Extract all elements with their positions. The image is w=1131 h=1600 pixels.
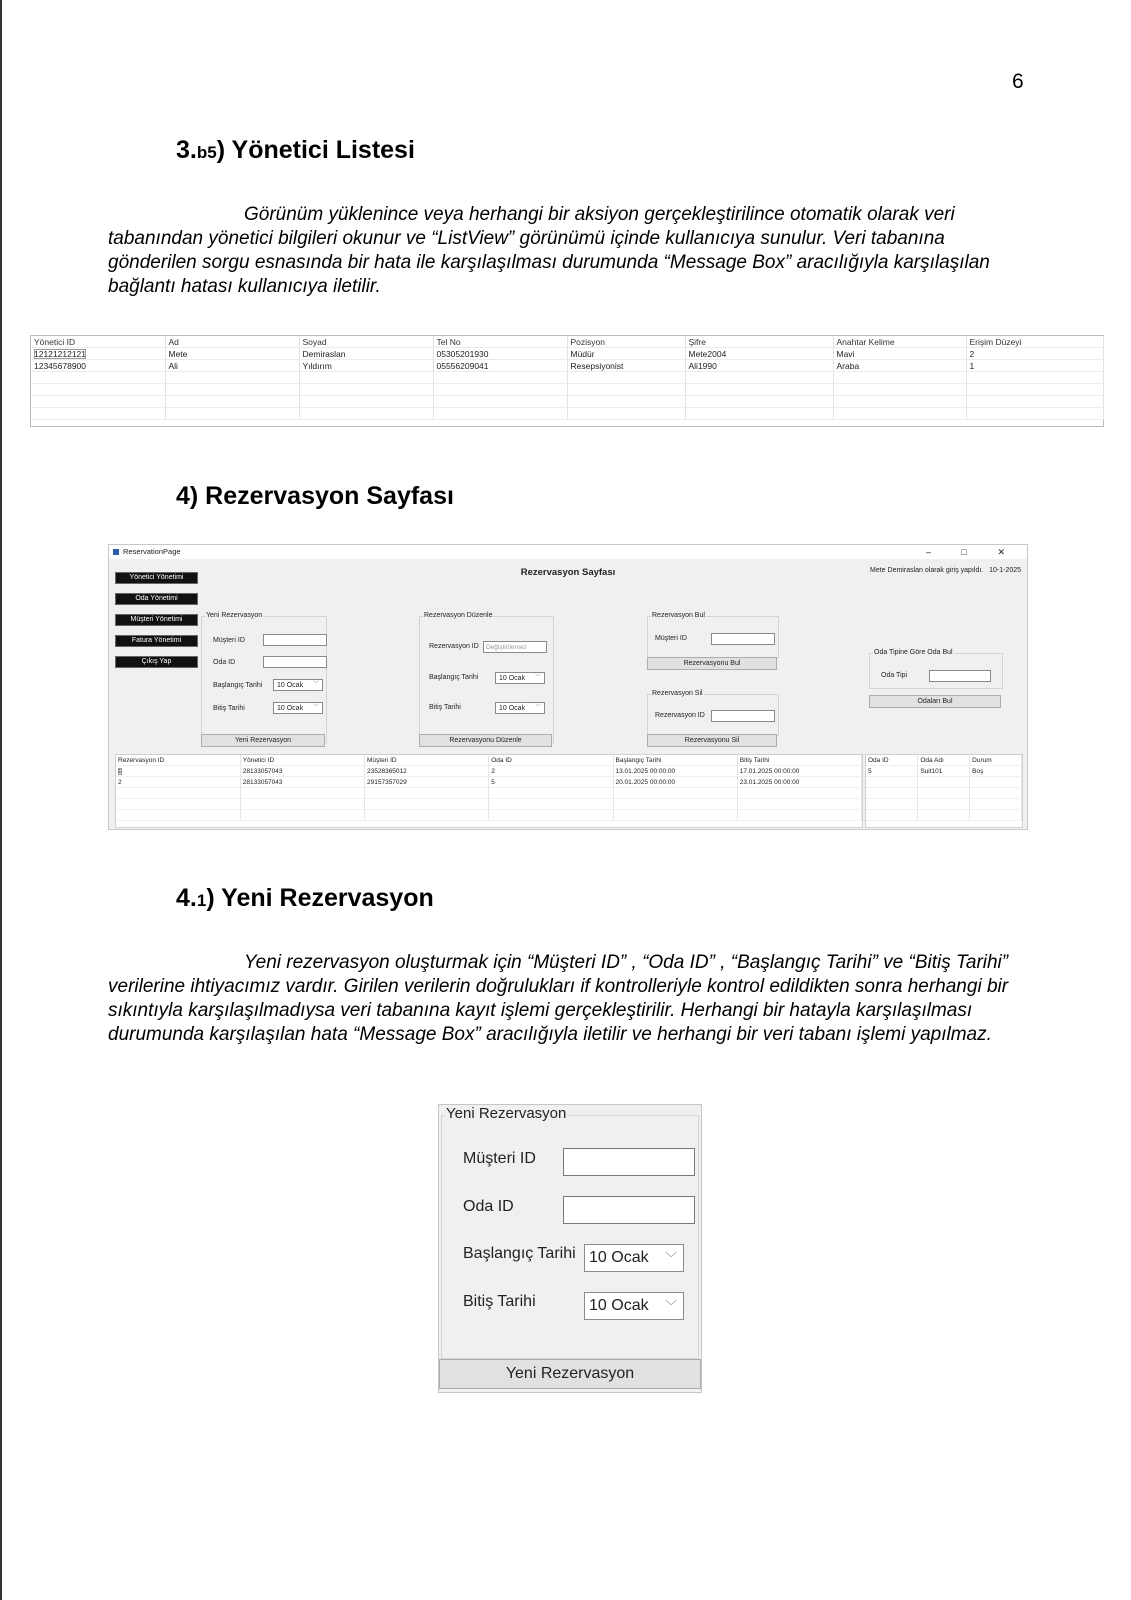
section-title-manager-list	[176, 136, 415, 165]
room-table-header	[866, 755, 1022, 766]
edit-start-date-label: Başlangıç Tarihi	[429, 674, 479, 681]
section-subnumber: 1	[196, 891, 207, 910]
start-date-picker[interactable]	[273, 679, 323, 691]
zoom-new-reservation-button[interactable]: Yeni Rezervasyon	[439, 1359, 701, 1389]
table-cell: 12121212121	[34, 348, 87, 359]
nav-room-button[interactable]: Oda Yönetimi	[115, 593, 198, 605]
group-title: Rezervasyon Bul	[652, 612, 705, 619]
reservation-id-input[interactable]: Değiştirilemez	[483, 641, 547, 653]
chevron-down-icon: ﹀	[534, 705, 541, 711]
table-row[interactable]	[31, 360, 1103, 372]
table-cell: 05556209041	[433, 360, 567, 372]
column-header[interactable]: Müşteri ID	[365, 755, 489, 766]
nav-manager-button[interactable]: Yönetici Yönetimi	[115, 572, 198, 584]
edit-start-date-picker[interactable]	[495, 672, 545, 684]
table-cell: 1	[966, 360, 1103, 372]
reservation-table	[116, 755, 862, 821]
empty-row	[866, 788, 1022, 799]
chevron-down-icon: ﹀	[664, 1299, 677, 1313]
column-header[interactable]: Durum	[970, 755, 1022, 766]
logout-button[interactable]: Çıkış Yap	[115, 656, 198, 668]
edit-end-date-value: 10 Ocak	[499, 705, 526, 712]
column-header[interactable]: Erişim Düzeyi	[966, 336, 1103, 348]
edit-end-date-picker[interactable]	[495, 702, 545, 714]
column-header[interactable]: Ad	[165, 336, 299, 348]
table-cell: Demiraslan	[299, 348, 433, 360]
group-title: Oda Tipine Göre Oda Bul	[874, 649, 953, 656]
start-date-label: Başlangıç Tarihi	[213, 682, 263, 689]
room-id-label: Oda ID	[213, 659, 236, 666]
nav-invoice-button[interactable]: Fatura Yönetimi	[115, 635, 198, 647]
column-header[interactable]: Pozisyon	[567, 336, 685, 348]
app-icon	[113, 549, 119, 555]
table-cell: 29157357029	[365, 777, 489, 788]
zoom-end-date-label: Bitiş Tarihi	[463, 1293, 536, 1310]
zoom-room-id-label: Oda ID	[463, 1198, 514, 1215]
table-cell: Ali1990	[685, 360, 833, 372]
section-number: 4.	[176, 884, 197, 912]
chevron-down-icon: ﹀	[534, 675, 541, 681]
window-title: ReservationPage	[123, 547, 181, 556]
empty-row	[31, 408, 1103, 420]
section-title-reservation-page: 4) Rezervasyon Sayfası	[176, 482, 454, 510]
start-date-value: 10 Ocak	[277, 682, 304, 689]
page-edge	[0, 0, 2, 1600]
new-reservation-panel-zoomed	[438, 1104, 702, 1393]
section-title-text: ) Yeni Rezervasyon	[206, 884, 434, 912]
column-header[interactable]: Oda Adı	[918, 755, 970, 766]
reservation-window	[108, 544, 1028, 830]
column-header[interactable]: Soyad	[299, 336, 433, 348]
table-cell: Mavi	[833, 348, 966, 360]
room-type-label: Oda Tipi	[881, 672, 908, 679]
column-header[interactable]: Şifre	[685, 336, 833, 348]
empty-row	[116, 799, 862, 810]
table-cell: Müdür	[567, 348, 685, 360]
new-reservation-paragraph	[108, 951, 1028, 1047]
section-subnumber: b5	[196, 143, 217, 162]
column-header[interactable]: Yönetici ID	[240, 755, 364, 766]
table-cell: 5	[489, 777, 613, 788]
find-customer-id-input[interactable]	[711, 633, 775, 645]
table-cell: 23.01.2025 00:00:00	[737, 777, 861, 788]
table-cell: 1	[118, 767, 122, 775]
page-number: 6	[1012, 70, 1024, 93]
empty-row	[866, 810, 1022, 821]
reservation-table-header	[116, 755, 862, 766]
table-cell: 28133057043	[240, 766, 364, 777]
table-cell: 28133057043	[240, 777, 364, 788]
room-type-input[interactable]	[929, 670, 991, 682]
table-row[interactable]	[31, 348, 1103, 360]
table-row[interactable]	[116, 777, 862, 788]
table-cell: 5	[866, 766, 918, 777]
zoom-room-id-input[interactable]	[563, 1196, 695, 1224]
zoom-end-date-value: 10 Ocak	[589, 1297, 649, 1314]
room-id-input[interactable]	[263, 656, 327, 668]
nav-customer-button[interactable]: Müşteri Yönetimi	[115, 614, 198, 626]
login-status-text: Mete Demiraslan olarak giriş yapıldı.	[870, 567, 984, 574]
column-header[interactable]: Anahtar Kelime	[833, 336, 966, 348]
current-date: 10-1-2025	[989, 567, 1021, 574]
table-cell: Resepsiyonist	[567, 360, 685, 372]
empty-row	[31, 396, 1103, 408]
zoom-start-date-label: Başlangıç Tarihi	[463, 1245, 576, 1262]
group-title: Rezervasyon Sil	[652, 690, 703, 697]
table-row[interactable]	[116, 766, 862, 777]
manager-table-header	[31, 336, 1103, 348]
zoom-customer-id-input[interactable]	[563, 1148, 695, 1176]
group-title: Yeni Rezervasyon	[206, 612, 263, 619]
room-list-view[interactable]	[865, 754, 1023, 828]
table-cell: Boş	[970, 766, 1022, 777]
end-date-label: Bitiş Tarihi	[213, 705, 245, 712]
new-reservation-button[interactable]: Yeni Rezervasyon	[201, 734, 325, 747]
empty-row	[116, 810, 862, 821]
column-header[interactable]: Rezervasyon ID	[116, 755, 240, 766]
group-title: Rezervasyon Düzenle	[424, 612, 493, 619]
empty-row	[31, 372, 1103, 384]
window-controls[interactable]: – □ ✕	[926, 547, 1019, 557]
table-cell: 17.01.2025 00:00:00	[737, 766, 861, 777]
table-cell: 2	[116, 777, 240, 788]
table-cell: 05305201930	[433, 348, 567, 360]
table-cell: Mete	[165, 348, 299, 360]
window-heading: Rezervasyon Sayfası	[520, 567, 616, 578]
delete-reservation-id-input[interactable]	[711, 710, 775, 722]
chevron-down-icon: ﹀	[312, 705, 319, 711]
section-title-text: ) Yönetici Listesi	[216, 136, 415, 164]
table-cell: Ali	[165, 360, 299, 372]
customer-id-label: Müşteri ID	[213, 637, 245, 644]
zoom-end-date-picker[interactable]	[584, 1292, 684, 1320]
column-header[interactable]: Bitiş Tarihi	[737, 755, 861, 766]
edit-start-date-value: 10 Ocak	[499, 675, 526, 682]
end-date-picker[interactable]	[273, 702, 323, 714]
zoom-start-date-value: 10 Ocak	[589, 1249, 649, 1266]
table-cell: 2	[966, 348, 1103, 360]
table-cell: Araba	[833, 360, 966, 372]
column-header[interactable]: Yönetici ID	[31, 336, 165, 348]
section-title-new-reservation	[176, 884, 434, 913]
delete-reservation-id-label: Rezervasyon ID	[655, 712, 705, 719]
empty-row	[116, 788, 862, 799]
table-row[interactable]	[866, 766, 1022, 777]
reservation-list-view[interactable]	[115, 754, 863, 828]
column-header[interactable]: Başlangıç Tarihi	[613, 755, 737, 766]
login-status	[870, 567, 1021, 574]
table-cell: 13.01.2025 00:00:00	[613, 766, 737, 777]
column-header[interactable]: Tel No	[433, 336, 567, 348]
zoom-customer-id-label: Müşteri ID	[463, 1150, 536, 1167]
section-number: 3.	[176, 136, 197, 164]
manager-table	[31, 336, 1104, 420]
column-header[interactable]: Oda ID	[866, 755, 918, 766]
zoom-start-date-picker[interactable]	[584, 1244, 684, 1272]
table-cell: Mete2004	[685, 348, 833, 360]
find-reservation-button[interactable]: Rezervasyonu Bul	[647, 657, 777, 670]
find-rooms-button[interactable]: Odaları Bul	[869, 695, 1001, 708]
chevron-down-icon: ﹀	[312, 682, 319, 688]
chevron-down-icon: ﹀	[664, 1251, 677, 1265]
manager-list-paragraph	[108, 203, 1028, 299]
table-cell: 20.01.2025 00:00:00	[613, 777, 737, 788]
room-table	[866, 755, 1022, 821]
table-cell: 2	[489, 766, 613, 777]
paragraph-text: Görünüm yüklenince veya herhangi bir aksiyon gerçekleştirilince otomatik olarak veri tabanından yönetici bilgileri okunur ve “ListView” görünümü içinde kullanıcıya sunulur. Veri tabanına gönderilen sorgu esnasında bir hata ile karşılaşılması durumunda “Message Box” aracılığıyla karşılaşılan bağlantı hatası kullanıcıya iletilir.	[108, 204, 990, 297]
reservation-id-label: Rezervasyon ID	[429, 643, 479, 650]
empty-row	[31, 384, 1103, 396]
edit-reservation-button[interactable]: Rezervasyonu Düzenle	[419, 734, 552, 747]
window-titlebar	[109, 545, 1027, 559]
manager-list-view[interactable]	[30, 335, 1104, 427]
table-cell: Yıldırım	[299, 360, 433, 372]
end-date-value: 10 Ocak	[277, 705, 304, 712]
empty-row	[866, 777, 1022, 788]
find-customer-id-label: Müşteri ID	[655, 635, 687, 642]
delete-reservation-button[interactable]: Rezervasyonu Sil	[647, 734, 777, 747]
table-cell: 12345678900	[31, 360, 165, 372]
empty-row	[866, 799, 1022, 810]
group-title: Yeni Rezervasyon	[446, 1105, 567, 1122]
customer-id-input[interactable]	[263, 634, 327, 646]
edit-end-date-label: Bitiş Tarihi	[429, 704, 461, 711]
paragraph-text: Yeni rezervasyon oluşturmak için “Müşteri ID” , “Oda ID” , “Başlangıç Tarihi” ve “Bitiş Tarihi” verilerine ihtiyacımız vardır. Girilen verilerin doğrulukları if kontrolleriyle kontrol edildikten sonra herhangi bir sıkıntıyla karşılaşılmadıysa veri tabanına kayıt işlemi gerçekleştirilir. Herhangi bir hatayla karşılaşılması durumunda karşılaşılan hata “Message Box” aracılığıyla iletilir ve herhangi bir veri tabanı işlemi yapılmaz.	[108, 952, 1009, 1045]
column-header[interactable]: Oda ID	[489, 755, 613, 766]
table-cell: 23528365012	[365, 766, 489, 777]
table-cell: Suit101	[918, 766, 970, 777]
